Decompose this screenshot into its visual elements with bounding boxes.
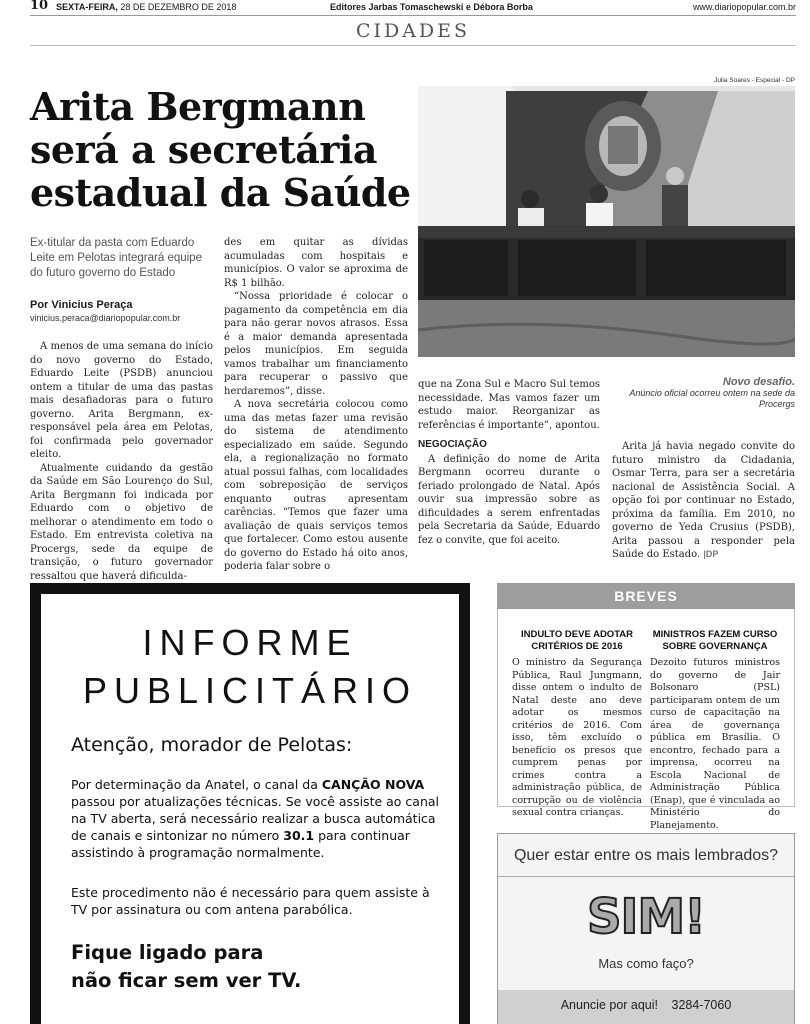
house-ad-divider [498, 876, 794, 877]
article-byline: Por Vinicius Peraça [30, 299, 133, 311]
breve-text: O ministro da Segurança Pública, Raul Jungmann, disse ontem o indulto de Natal deste ano deve adotar os mesmos critérios de 2016. Com isso, têm excluído o benefício os presos que cumprem penas por crimes contra a administração pública, de corrupção ou de violência sexual contra crianças. [512, 657, 642, 818]
photo-credit: Julia Soares - Especial - DP [714, 77, 795, 84]
date-text: 28 DE DEZEMBRO DE 2018 [120, 2, 237, 12]
breve-item [512, 629, 642, 820]
caption-text: Anúncio oficial ocorreu ontem na sede da Procergs [629, 388, 795, 409]
house-ad-footer [498, 990, 794, 1024]
article-photo [418, 86, 795, 357]
page-header [30, 0, 796, 16]
paragraph: des em quitar as dívidas acumuladas com hospitais e municípios. O valor se aproxima de R$ 1 bilhão. [224, 237, 408, 289]
ad-subtitle: Atenção, morador de Pelotas: [71, 734, 353, 756]
house-ad-cta: Anuncie por aqui! [560, 998, 659, 1012]
breves-header: BREVES [497, 583, 795, 609]
section-divider [30, 45, 796, 46]
ad-tagline [71, 939, 301, 995]
article-signoff: |DP [703, 549, 719, 559]
ad-title-line-1: INFORME [142, 622, 358, 663]
article-column-2 [224, 236, 408, 574]
paragraph: A menos de uma semana do início do novo governo do Estado, Eduardo Leite (PSDB) anunciou ontem a titular de uma das pastas mais desafiadoras para o futuro governo. Arita Bergmann, ex-responsável pela área em Pelotas, foi confirmada pelo governador eleito. [30, 341, 213, 460]
ad-channel-name: CANÇÃO NOVA [321, 777, 425, 792]
paragraph: A definição do nome de Arita Bergmann ocorreu durante o feriado prolongado de Natal. Após ouvir sua impressão sobre as dificuldades a serem enfrentadas pela Secretaria da Saúde, Eduardo fez o convite, que foi aceito. [418, 453, 600, 546]
ad-tagline-line-1: Fique ligado para [71, 941, 264, 964]
article-deck: Ex-titular da pasta com Eduardo Leite em Pelotas integrará equipe do futuro governo do Estado [30, 237, 202, 279]
informe-publicitario-ad [30, 583, 470, 1024]
article-column-4 [612, 440, 795, 562]
article-column-1 [30, 340, 213, 583]
breve-title: MINISTROS FAZEM CURSO SOBRE GOVERNANÇA [652, 629, 778, 652]
ad-text: para continuar assistindo à programação normalmente. [71, 828, 410, 860]
weekday: SEXTA-FEIRA, [56, 2, 118, 12]
signoff-text: DP [705, 549, 719, 559]
page-number: 10 [30, 0, 49, 13]
paragraph-text: Arita já havia negado convite do futuro ministro da Cidadania, Osmar Terra, para ser a secretária nacional de Assistência Social. A opção foi por continuar no Estado, próxima da família. Em 2010, no governo de Yeda Crusius (PSDB), Arita passou a responder pela Saúde do Estado. [612, 441, 795, 560]
paragraph: A nova secretária colocou como uma das metas fazer uma revisão do sistema de atendimento especializado em saúde. Segundo ela, a regionalização no formato atual possui falhas, com localidades com sobreposição de serviços enquanto outras apresentam carências. “Temos que fazer uma avaliação de quais serviços temos que fortalecer. Como estou ausente do governo do Estado há oito anos, poderia falar sobre o [224, 399, 408, 572]
ad-body-1 [71, 776, 441, 861]
sim-logo: SIM! [586, 889, 706, 945]
ad-text: passou por atualizações técnicas. Se você assiste ao canal na TV aberta, será necessário realizar a busca automática de canais e sintonizar no número [71, 794, 439, 843]
editors-credit: Editores Jarbas Tomaschewski e Débora Borba [330, 2, 533, 12]
caption-title: Novo desafio. [722, 376, 795, 388]
article-column-3 [418, 378, 600, 547]
ad-body-2: Este procedimento não é necessário para quem assiste à TV por assinatura ou com antena parabólica. [71, 885, 430, 917]
ad-title-line-2: PUBLICITÁRIO [82, 670, 418, 711]
paragraph [612, 440, 795, 562]
edition-date [56, 2, 236, 12]
paragraph: Atualmente cuidando da gestão da Saúde em São Lourenço do Sul, Arita Bergmann foi indicada por Eduardo com o objetivo de melhorar o atendimento em todo o Estado. Em entrevista coletiva na Procergs, sede da equipe de transição, o futuro governador ressaltou que haverá dificulda- [30, 462, 213, 582]
house-ad-phone: 3284-7060 [671, 998, 732, 1012]
paragraph: “Nossa prioridade é colocar o pagamento da competência em dia para não gerar novos atrasos. Essa é a maior demanda apresentada pelos municípios. Em seguida vamos trabalhar um financiamento para recuperar o passivo que herdaremos”, disse. [224, 291, 408, 397]
house-ad-how: Mas como faço? [598, 956, 694, 971]
website-url: www.diariopopular.com.br [692, 2, 796, 12]
house-ad [497, 833, 795, 1024]
ad-tagline-line-2: não ficar sem ver TV. [71, 969, 302, 992]
paragraph: que na Zona Sul e Macro Sul temos necessidade. Mas vamos fazer um estudo maior. Reorganizar as referências é importante”, apontou. [418, 379, 600, 431]
ad-text: Por determinação da Anatel, o canal da [71, 777, 322, 792]
breve-item [650, 629, 780, 832]
article-subhead: NEGOCIAÇÃO [418, 439, 487, 450]
author-email: vinicius.peraca@diariopopular.com.br [30, 313, 181, 323]
breves-box [497, 609, 795, 831]
section-title: CIDADES [355, 20, 471, 42]
house-ad-question: Quer estar entre os mais lembrados? [513, 847, 779, 864]
breve-text: Dezoito futuros ministros do governo de Jair Bolsonaro (PSL) participaram ontem de um curso de capacitação na área de governança pública em Brasília. O encontro, fechado para a imprensa, ocorreu na Escola Nacional de Administração Pública (Enap), que é vinculada ao Ministério do Planejamento. [650, 657, 780, 831]
ad-channel-number: 30.1 [283, 828, 315, 843]
photo-caption [612, 377, 795, 410]
breve-title: INDULTO DEVE ADOTAR CRITÉRIOS DE 2016 [520, 629, 634, 652]
article-headline: Arita Bergmann será a secretária estadual da Saúde [30, 84, 411, 215]
press-conference-image [418, 86, 795, 357]
